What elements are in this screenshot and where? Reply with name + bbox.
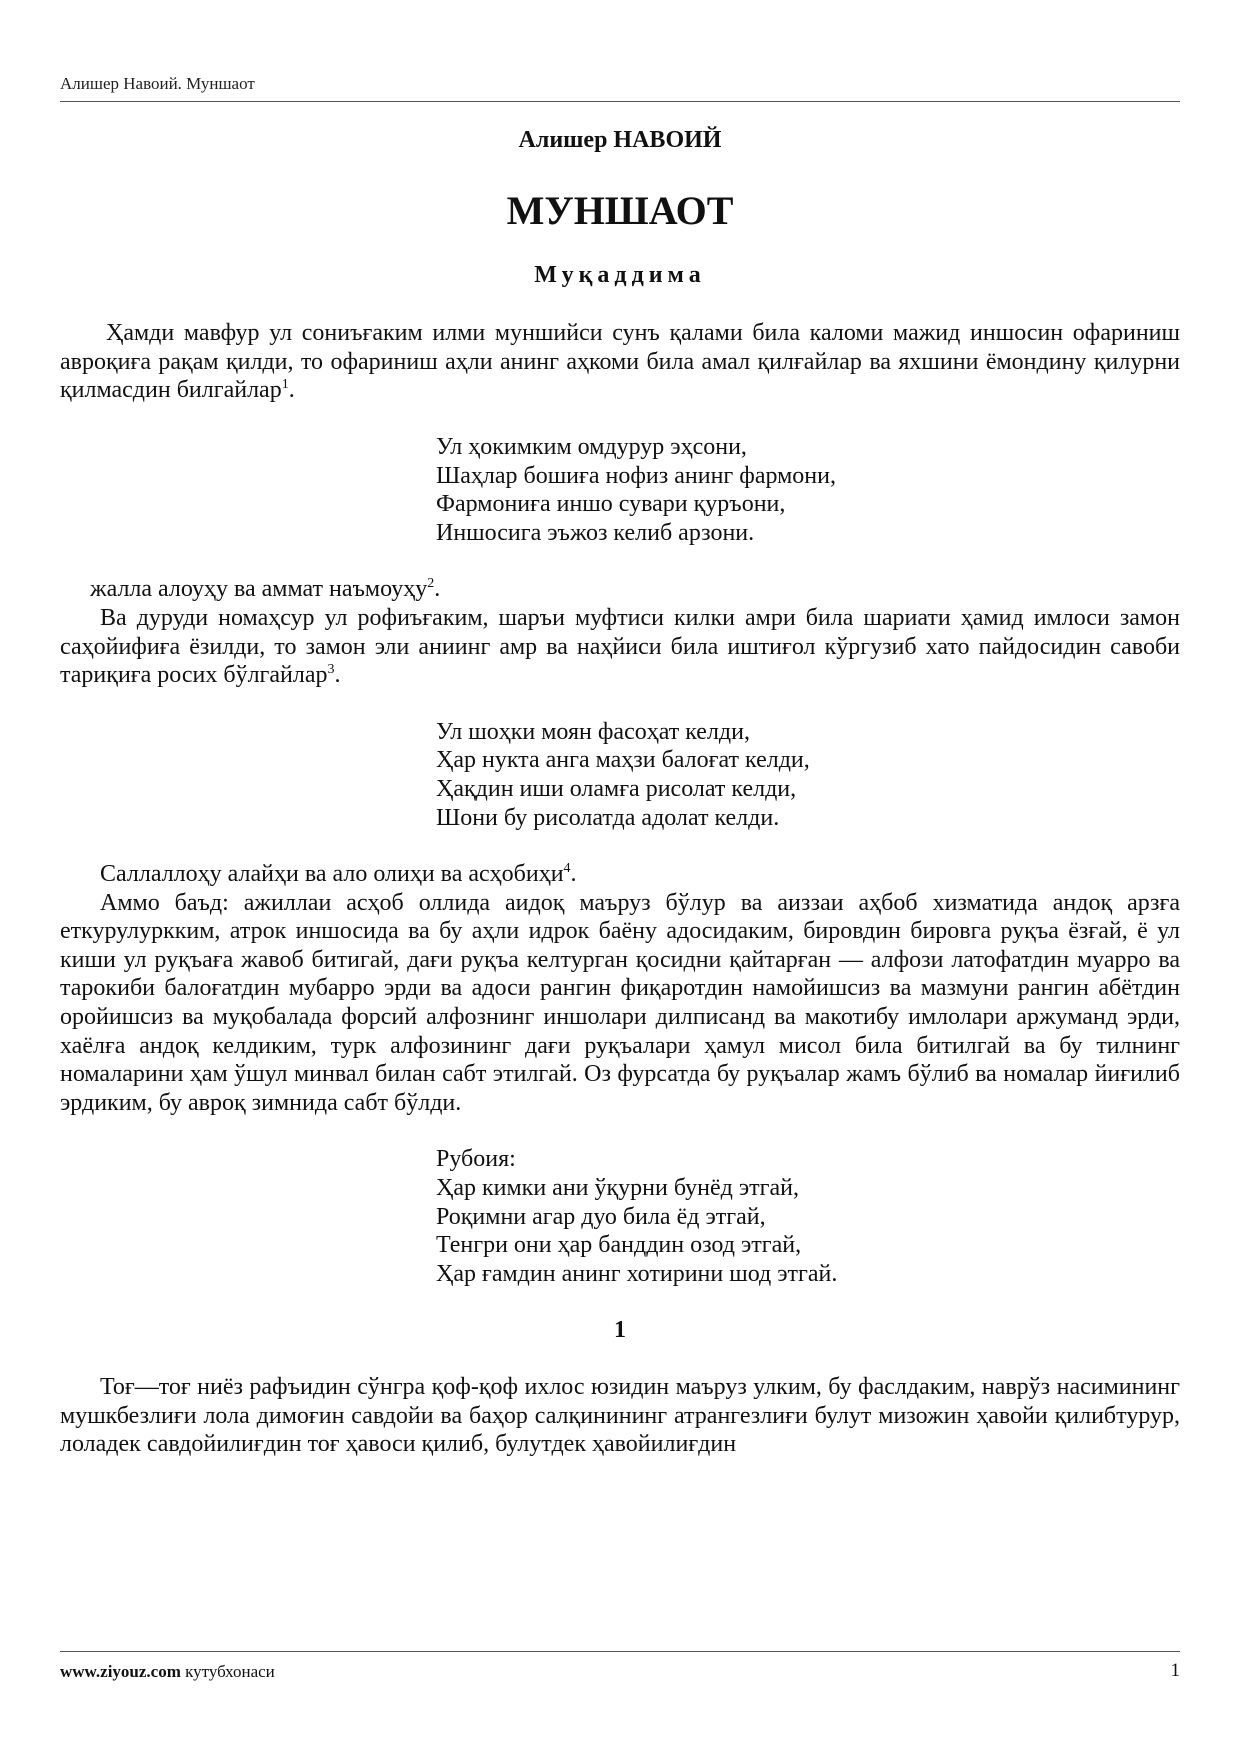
footnote-ref-4[interactable]: 4 (563, 861, 571, 877)
poem-line: Ул шоҳки моян фасоҳат келди, (436, 718, 750, 745)
poem-line: Фармониға иншо сувари қуръони, (436, 491, 786, 518)
paragraph-6: Тоғ—тоғ ниёз рафъидин сўнгра қоф-қоф ихлос юзидин маъруз улким, бу фаслдаким, наврўз насимининг мушкбезлиғи лола димоғин савдойи ва баҳор салқинининг атрангезлиғи булут мизожин ҳавойи қилибтурур, лоладек савдойилиғдин тоғ ҳавоси қилиб, булутдек ҳавойилиғдин (60, 1374, 1180, 1458)
footer-label: кутубхонаси (180, 1662, 275, 1681)
paragraph-1: Ҳамди мавфур ул сониъғаким илми муншийси сунъ қалами била каломи мажид иншосин офариниш авроқиға рақам қилди, то офариниш аҳли анинг аҳкоми била амал қилғайлар ва яхшини ёмондину қилурни қилмасдин билгайлар$^1$. (60, 320, 1180, 404)
paragraph-3: Ва дуруди номаҳсур ул рофиъғаким, шаръи муфтиси килки амри била шариати ҳамид имлоси замон саҳойифиға ёзилди, то замон эли аниинг амр ва наҳйиси била иштиғол кўргузиб хато пайдосидин савоби тариқиға росих бўлгайлар$^3$. (60, 604, 1180, 689)
poem-line: Ҳақдин иши оламға рисолат келди, (436, 775, 797, 802)
poem-3 (436, 1145, 1180, 1288)
header-divider (60, 101, 1180, 102)
footer-source (60, 1662, 275, 1682)
paragraph-2: жалла алоуҳу ва аммат наъмоуҳу$^2$. (90, 576, 441, 603)
document-body (60, 120, 1180, 1459)
footnote-ref-3[interactable]: 3 (327, 662, 335, 678)
footnote-ref-2[interactable]: 2 (427, 576, 435, 592)
document-title: МУНШАОТ (506, 187, 734, 233)
poem-line: Ҳар ғамдин анинг хотирини шод этгай. (436, 1260, 838, 1287)
poem-line: Иншосига эъжоз келиб арзони. (436, 519, 755, 546)
poem-line: Роқимни агар дуо била ёд этгай, (436, 1203, 766, 1230)
footnote-ref-1[interactable]: 1 (281, 377, 289, 393)
poem-line: Ҳар кимки ани ўқурни бунёд этгай, (436, 1175, 799, 1202)
poem-line: Шони бу рисолатда адолат келди. (436, 804, 780, 831)
paragraph-5: Аммо баъд: ажиллаи асҳоб оллида аидоқ маъруз бўлур ва аиззаи аҳбоб хизматида андоқ арзға еткурулуркким, атрок иншосида ва бу аҳли идрок баёну адосидаким, бировдин бировга руқъа ёзғай, ё ул киши ул руқъаға жавоб битигай, дағи руқъа келтурган қосидни қайтарған — алфози латофатдин муарро ва тарокиби балоғатдин мубарро эрди ва адоси рангин фиқаротдин намойишсиз ва мазмуни рангин абётдин оройишсиз ва муқобалада форсий алфознинг иншолари дилписанд ва макотибу имлолари аржуманд эрди, хаёлға андоқ келдиким, турк алфозининг дағи руқъалари ҳамул мисол била битилгай ва бу тилнинг номаларини ҳам ўшул минвал билан сабт этилгай. Оз фурсатда бу руқъалар жамъ бўлиб ва номалар йиғилиб эрдиким, бу авроқ зимнида сабт бўлди. (60, 889, 1180, 1116)
poem-heading: Рубоия: (436, 1146, 516, 1173)
section-number: 1 (614, 1317, 626, 1344)
footer-divider (60, 1651, 1180, 1652)
paragraph-4: Саллаллоҳу алайҳи ва ало олиҳи ва асҳобиҳи$^4$. (100, 861, 577, 888)
poem-line: Ул ҳокимким омдурур эҳсони, (436, 433, 747, 460)
poem-line: Тенгри они ҳар банддин озод этгай, (436, 1232, 802, 1259)
running-header: Алишер Навоий. Муншаот (60, 74, 255, 93)
poem-line: Шаҳлар бошиға нофиз анинг фармони, (436, 462, 836, 489)
author-name: Алишер НАВОИЙ (518, 127, 722, 153)
page-number: 1 (1170, 1660, 1180, 1681)
poem-line: Ҳар нукта анга маҳзи балоғат келди, (436, 747, 810, 774)
section-subtitle: Муқаддима (534, 261, 706, 288)
poem-1 (436, 433, 1180, 547)
footer-site-link[interactable]: www.ziyouz.com (60, 1662, 181, 1681)
poem-2 (436, 718, 1180, 832)
